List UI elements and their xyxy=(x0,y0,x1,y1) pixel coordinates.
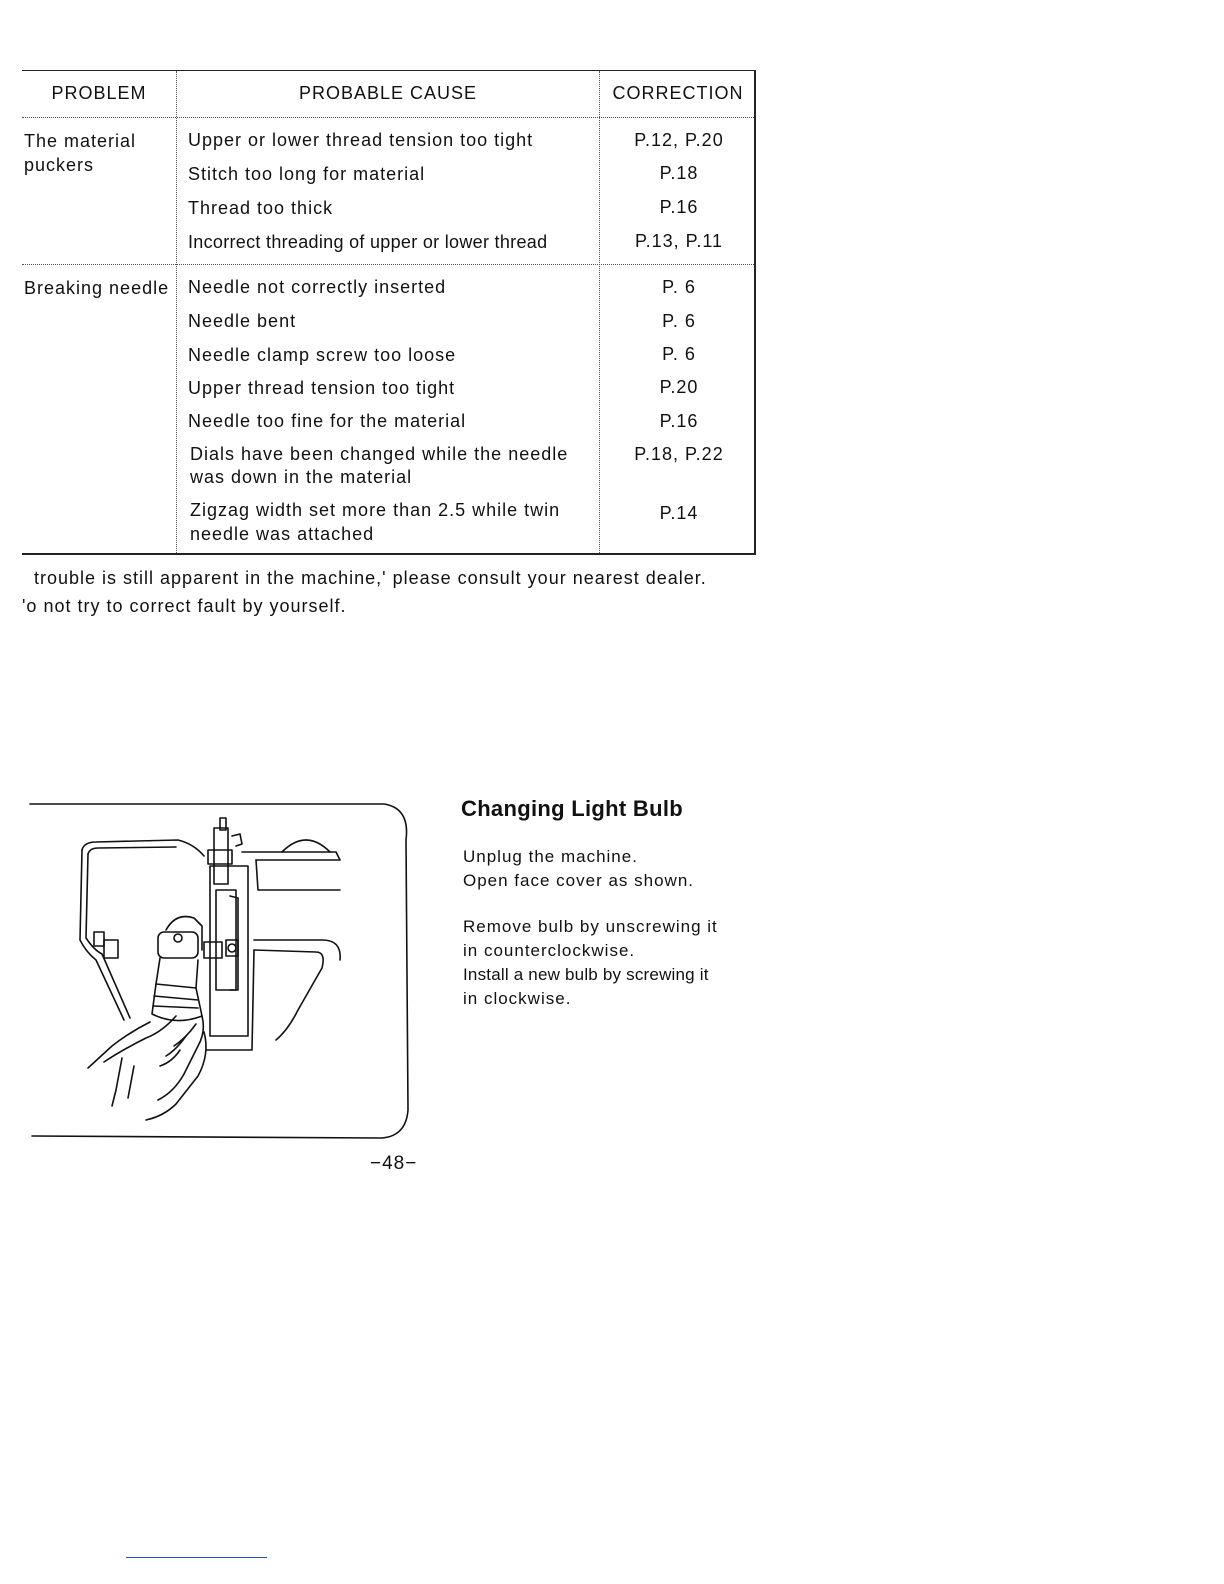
correction-cell: P. 6 xyxy=(662,344,696,364)
cause-cell: Needle clamp screw too loose xyxy=(188,345,457,365)
header-problem: PROBLEM xyxy=(51,83,147,103)
cause-cell-continued: was down in the material xyxy=(190,467,413,487)
correction-cell: P.20 xyxy=(659,377,699,397)
instruction-text: Remove bulb by unscrewing it xyxy=(463,917,718,936)
instruction-text: in clockwise. xyxy=(463,989,572,1008)
instruction-text: Install a new bulb by screwing it xyxy=(463,965,709,984)
cause-cell: Dials have been changed while the needle xyxy=(190,444,569,464)
correction-cell: P.16 xyxy=(659,411,699,431)
cause-cell: Needle too fine for the material xyxy=(188,411,467,431)
correction-cell: P.14 xyxy=(659,503,699,523)
cause-cell: Incorrect threading of upper or lower thread xyxy=(188,232,548,252)
cause-cell: Upper thread tension too tight xyxy=(188,378,456,398)
correction-cell: P. 6 xyxy=(662,311,696,331)
cause-cell: Needle bent xyxy=(188,311,297,331)
cause-cell: Thread too thick xyxy=(188,198,334,218)
instruction-text: Unplug the machine. xyxy=(463,847,638,866)
dealer-note: trouble is still apparent in the machine,' please consult your nearest dealer. xyxy=(34,568,707,588)
correction-cell: P.16 xyxy=(659,197,699,217)
correction-cell: P. 6 xyxy=(662,277,696,297)
cause-cell-continued: needle was attached xyxy=(190,524,375,544)
light-bulb-illustration xyxy=(26,800,410,1140)
dealer-note-continued: 'o not try to correct fault by yourself. xyxy=(22,596,347,616)
instruction-text: in counterclockwise. xyxy=(463,941,636,960)
column-divider xyxy=(599,71,600,553)
correction-cell: P.13, P.11 xyxy=(634,231,724,251)
cause-cell: Upper or lower thread tension too tight xyxy=(188,130,534,150)
instruction-text: Open face cover as shown. xyxy=(463,871,695,890)
header-divider xyxy=(22,117,754,118)
problem-cell: Breaking needle xyxy=(24,278,170,298)
header-correction: CORRECTION xyxy=(612,83,744,103)
page-number: −48− xyxy=(370,1153,418,1174)
cause-cell: Stitch too long for material xyxy=(188,164,426,184)
section-title: Changing Light Bulb xyxy=(461,796,683,821)
header-probable-cause: PROBABLE CAUSE xyxy=(298,83,478,103)
troubleshooting-table xyxy=(22,70,756,555)
column-divider xyxy=(176,71,177,553)
correction-cell: P.12, P.20 xyxy=(634,130,724,150)
correction-cell: P.18, P.22 xyxy=(634,444,724,464)
problem-cell: The material puckers xyxy=(24,131,137,175)
cause-cell: Zigzag width set more than 2.5 while twin xyxy=(190,500,561,520)
group-divider xyxy=(22,264,754,265)
footer-rule xyxy=(126,1557,267,1558)
correction-cell: P.18 xyxy=(659,163,699,183)
cause-cell: Needle not correctly inserted xyxy=(188,277,447,297)
